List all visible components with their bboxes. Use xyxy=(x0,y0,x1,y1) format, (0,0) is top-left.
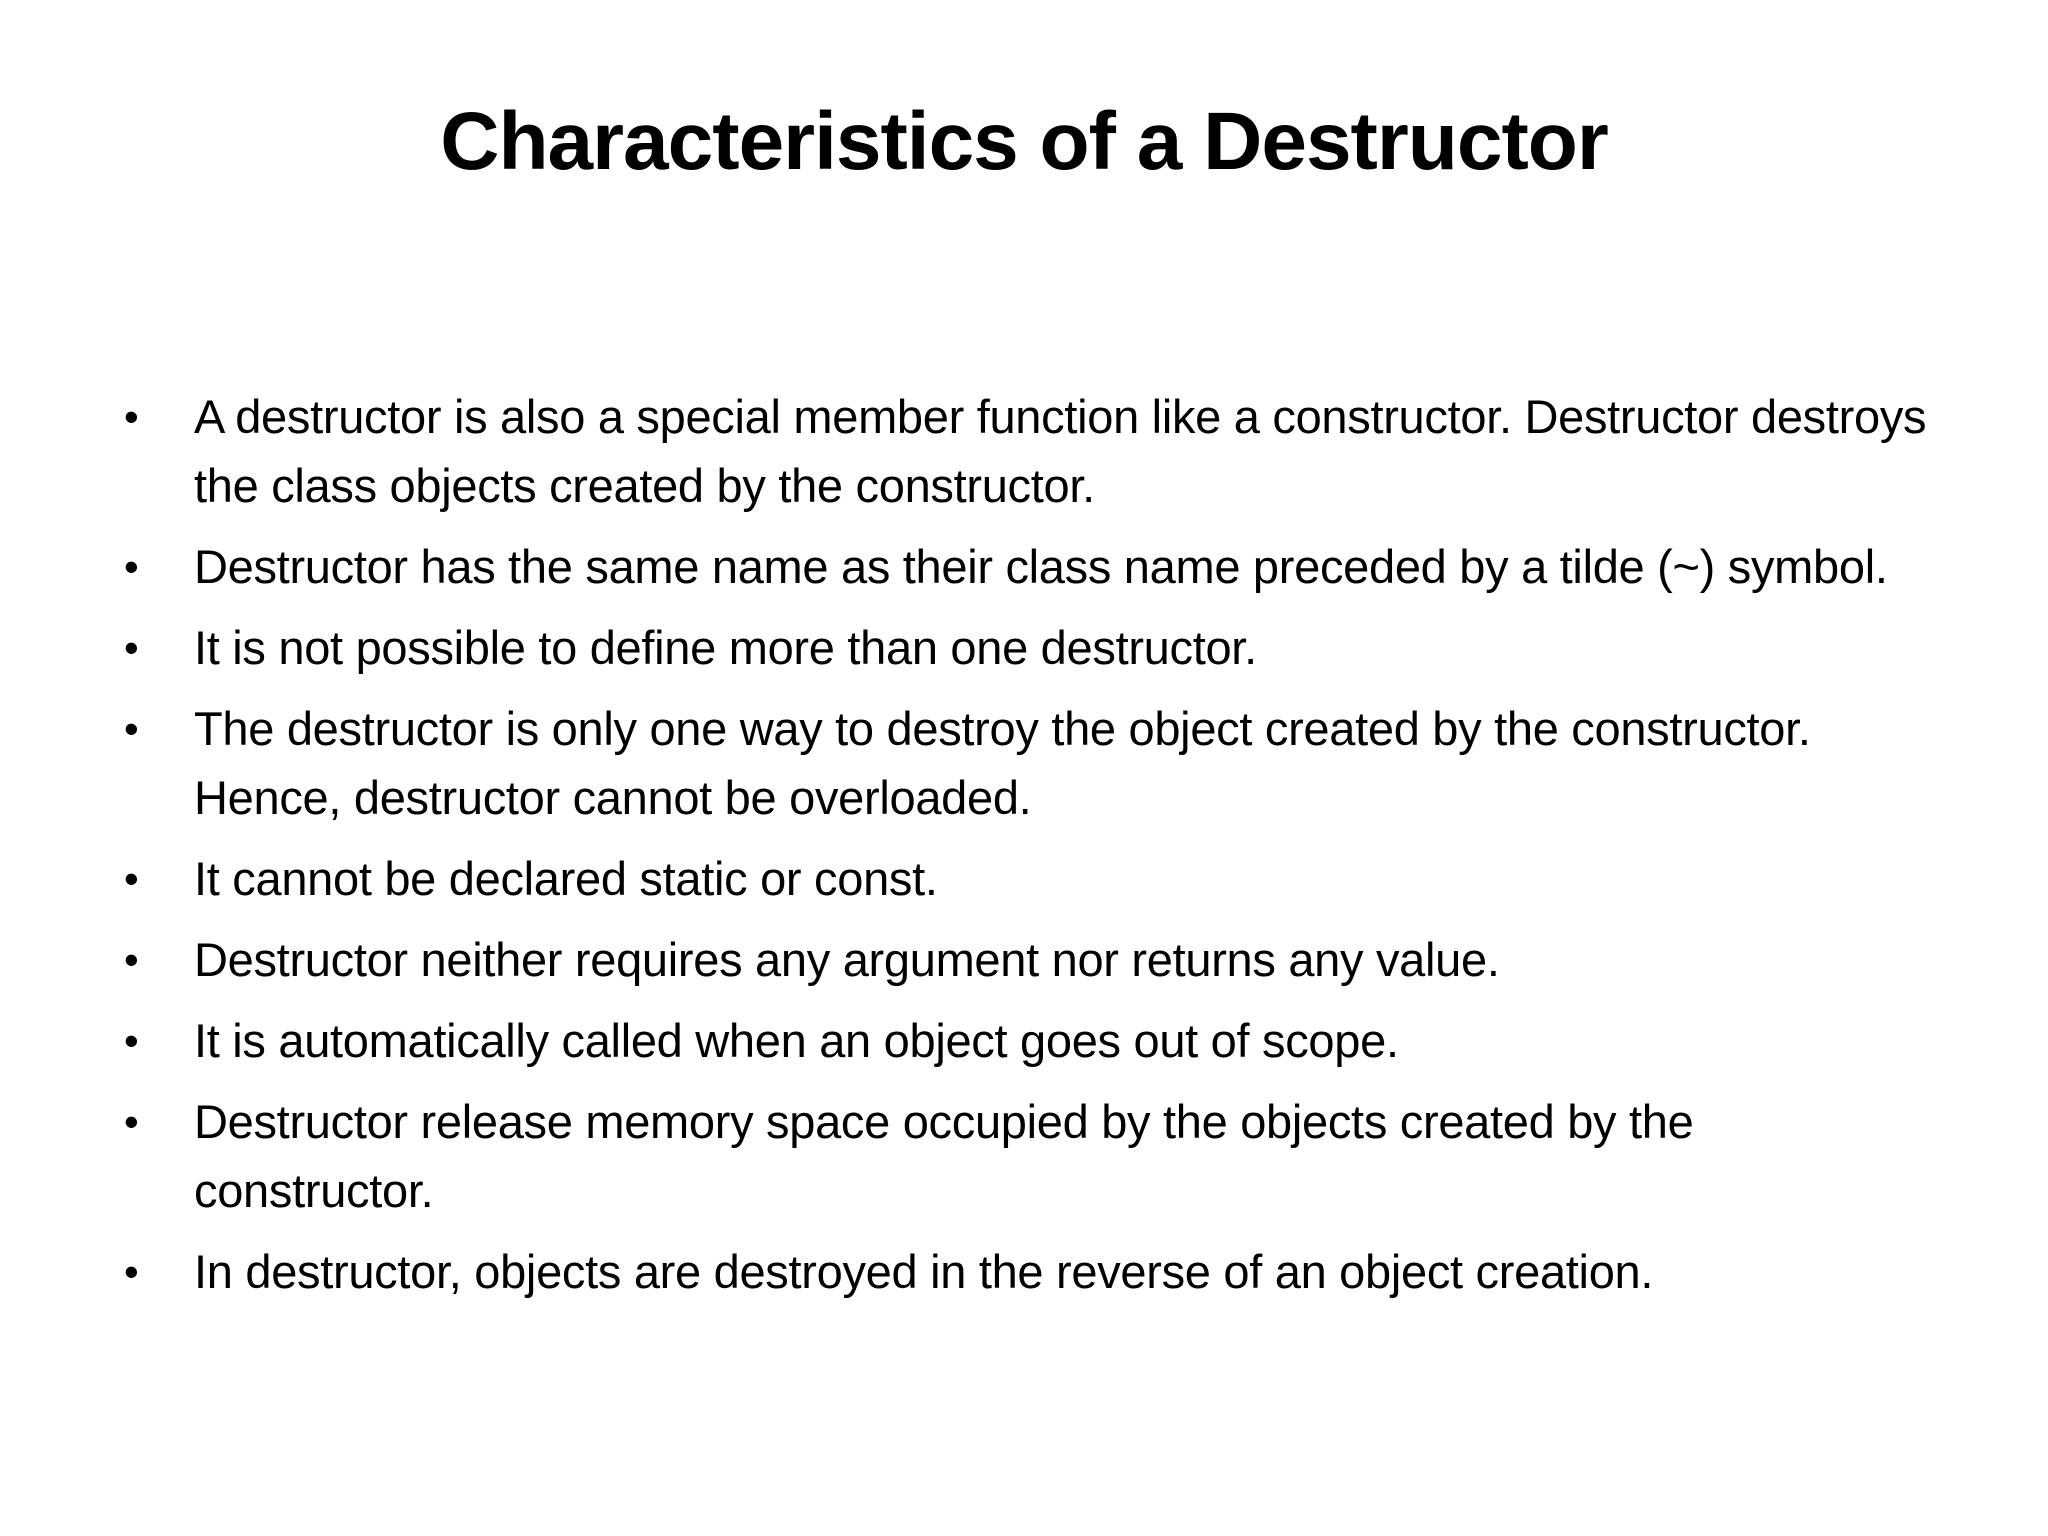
bullet-icon: • xyxy=(124,624,139,671)
bullet-item xyxy=(120,613,1930,682)
bullet-icon: • xyxy=(124,393,139,440)
bullet-item xyxy=(120,532,1930,601)
bullet-item xyxy=(120,1087,1930,1225)
bullet-item xyxy=(120,1006,1930,1075)
bullet-icon: • xyxy=(124,1017,139,1064)
bullet-icon: • xyxy=(124,705,139,752)
bullet-item xyxy=(120,925,1930,994)
bullet-text: The destructor is only one way to destroy the object created by the constructor. Hence, destructor cannot be overloaded. xyxy=(194,702,1811,824)
bullet-item xyxy=(120,1237,1930,1306)
bullet-text: Destructor has the same name as their class name preceded by a tilde (~) symbol. xyxy=(194,540,1888,593)
bullet-icon: • xyxy=(124,855,139,902)
bullet-icon: • xyxy=(124,1098,139,1145)
bullet-text: In destructor, objects are destroyed in the reverse of an object creation. xyxy=(194,1245,1654,1298)
bullet-text: It cannot be declared static or const. xyxy=(194,852,938,905)
bullet-icon: • xyxy=(124,1248,139,1295)
bullet-item xyxy=(120,382,1930,520)
bullet-text: It is not possible to define more than one destructor. xyxy=(194,621,1257,674)
bullet-text: Destructor neither requires any argument nor returns any value. xyxy=(194,933,1500,986)
bullet-icon: • xyxy=(124,936,139,983)
bullet-item xyxy=(120,844,1930,913)
bullet-text: Destructor release memory space occupied by the objects created by the constructor. xyxy=(194,1095,1694,1217)
bullet-text: It is automatically called when an object goes out of scope. xyxy=(194,1014,1399,1067)
bullet-text: A destructor is also a special member function like a constructor. Destructor destroys the class objects created by the constructor. xyxy=(194,390,1927,512)
bullet-icon: • xyxy=(124,543,139,590)
slide-title: Characteristics of a Destructor xyxy=(440,96,1608,187)
bullet-item xyxy=(120,694,1930,832)
bullet-list xyxy=(120,382,1930,1318)
